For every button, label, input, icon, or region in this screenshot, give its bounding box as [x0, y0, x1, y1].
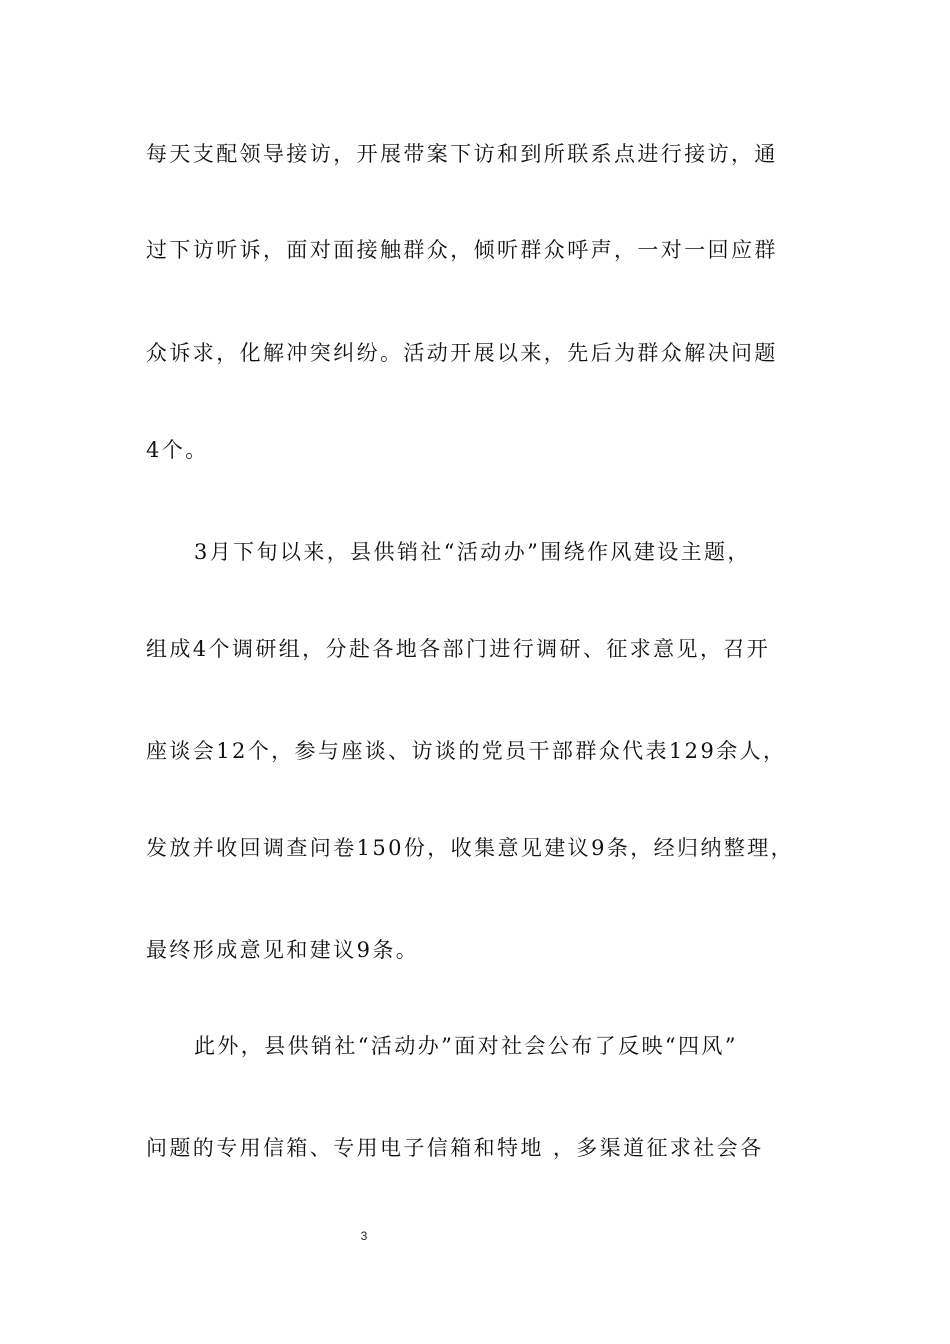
paragraph-line: 最终形成意见和建议9条。 [146, 938, 420, 962]
paragraph-line: 座谈会12个，参与座谈、访谈的党员干部群众代表129余人， [146, 739, 787, 763]
paragraph-line: 众诉求，化解冲突纠纷。活动开展以来，先后为群众解决问题 [146, 341, 778, 365]
paragraph-line: 此外，县供销社“活动办”面对社会公布了反映“四风” [194, 1034, 738, 1058]
paragraph-line: 3月下旬以来，县供销社“活动办”围绕作风建设主题， [194, 540, 751, 564]
paragraph-line: 过下访听诉，面对面接触群众，倾听群众呼声，一对一回应群 [146, 238, 778, 262]
page-number: 3 [360, 1229, 368, 1243]
paragraph-line: 问题的专用信箱、专用电子信箱和特地 ，多渠道征求社会各 [146, 1136, 764, 1160]
paragraph-line: 组成4个调研组，分赴各地各部门进行调研、征求意见，召开 [146, 637, 771, 661]
paragraph-line: 4个。 [146, 438, 209, 462]
paragraph-line: 发放并收回调查问卷150份，收集意见建议9条，经归纳整理， [146, 836, 795, 860]
paragraph-line: 每天支配领导接访，开展带案下访和到所联系点进行接访，通 [146, 142, 778, 166]
